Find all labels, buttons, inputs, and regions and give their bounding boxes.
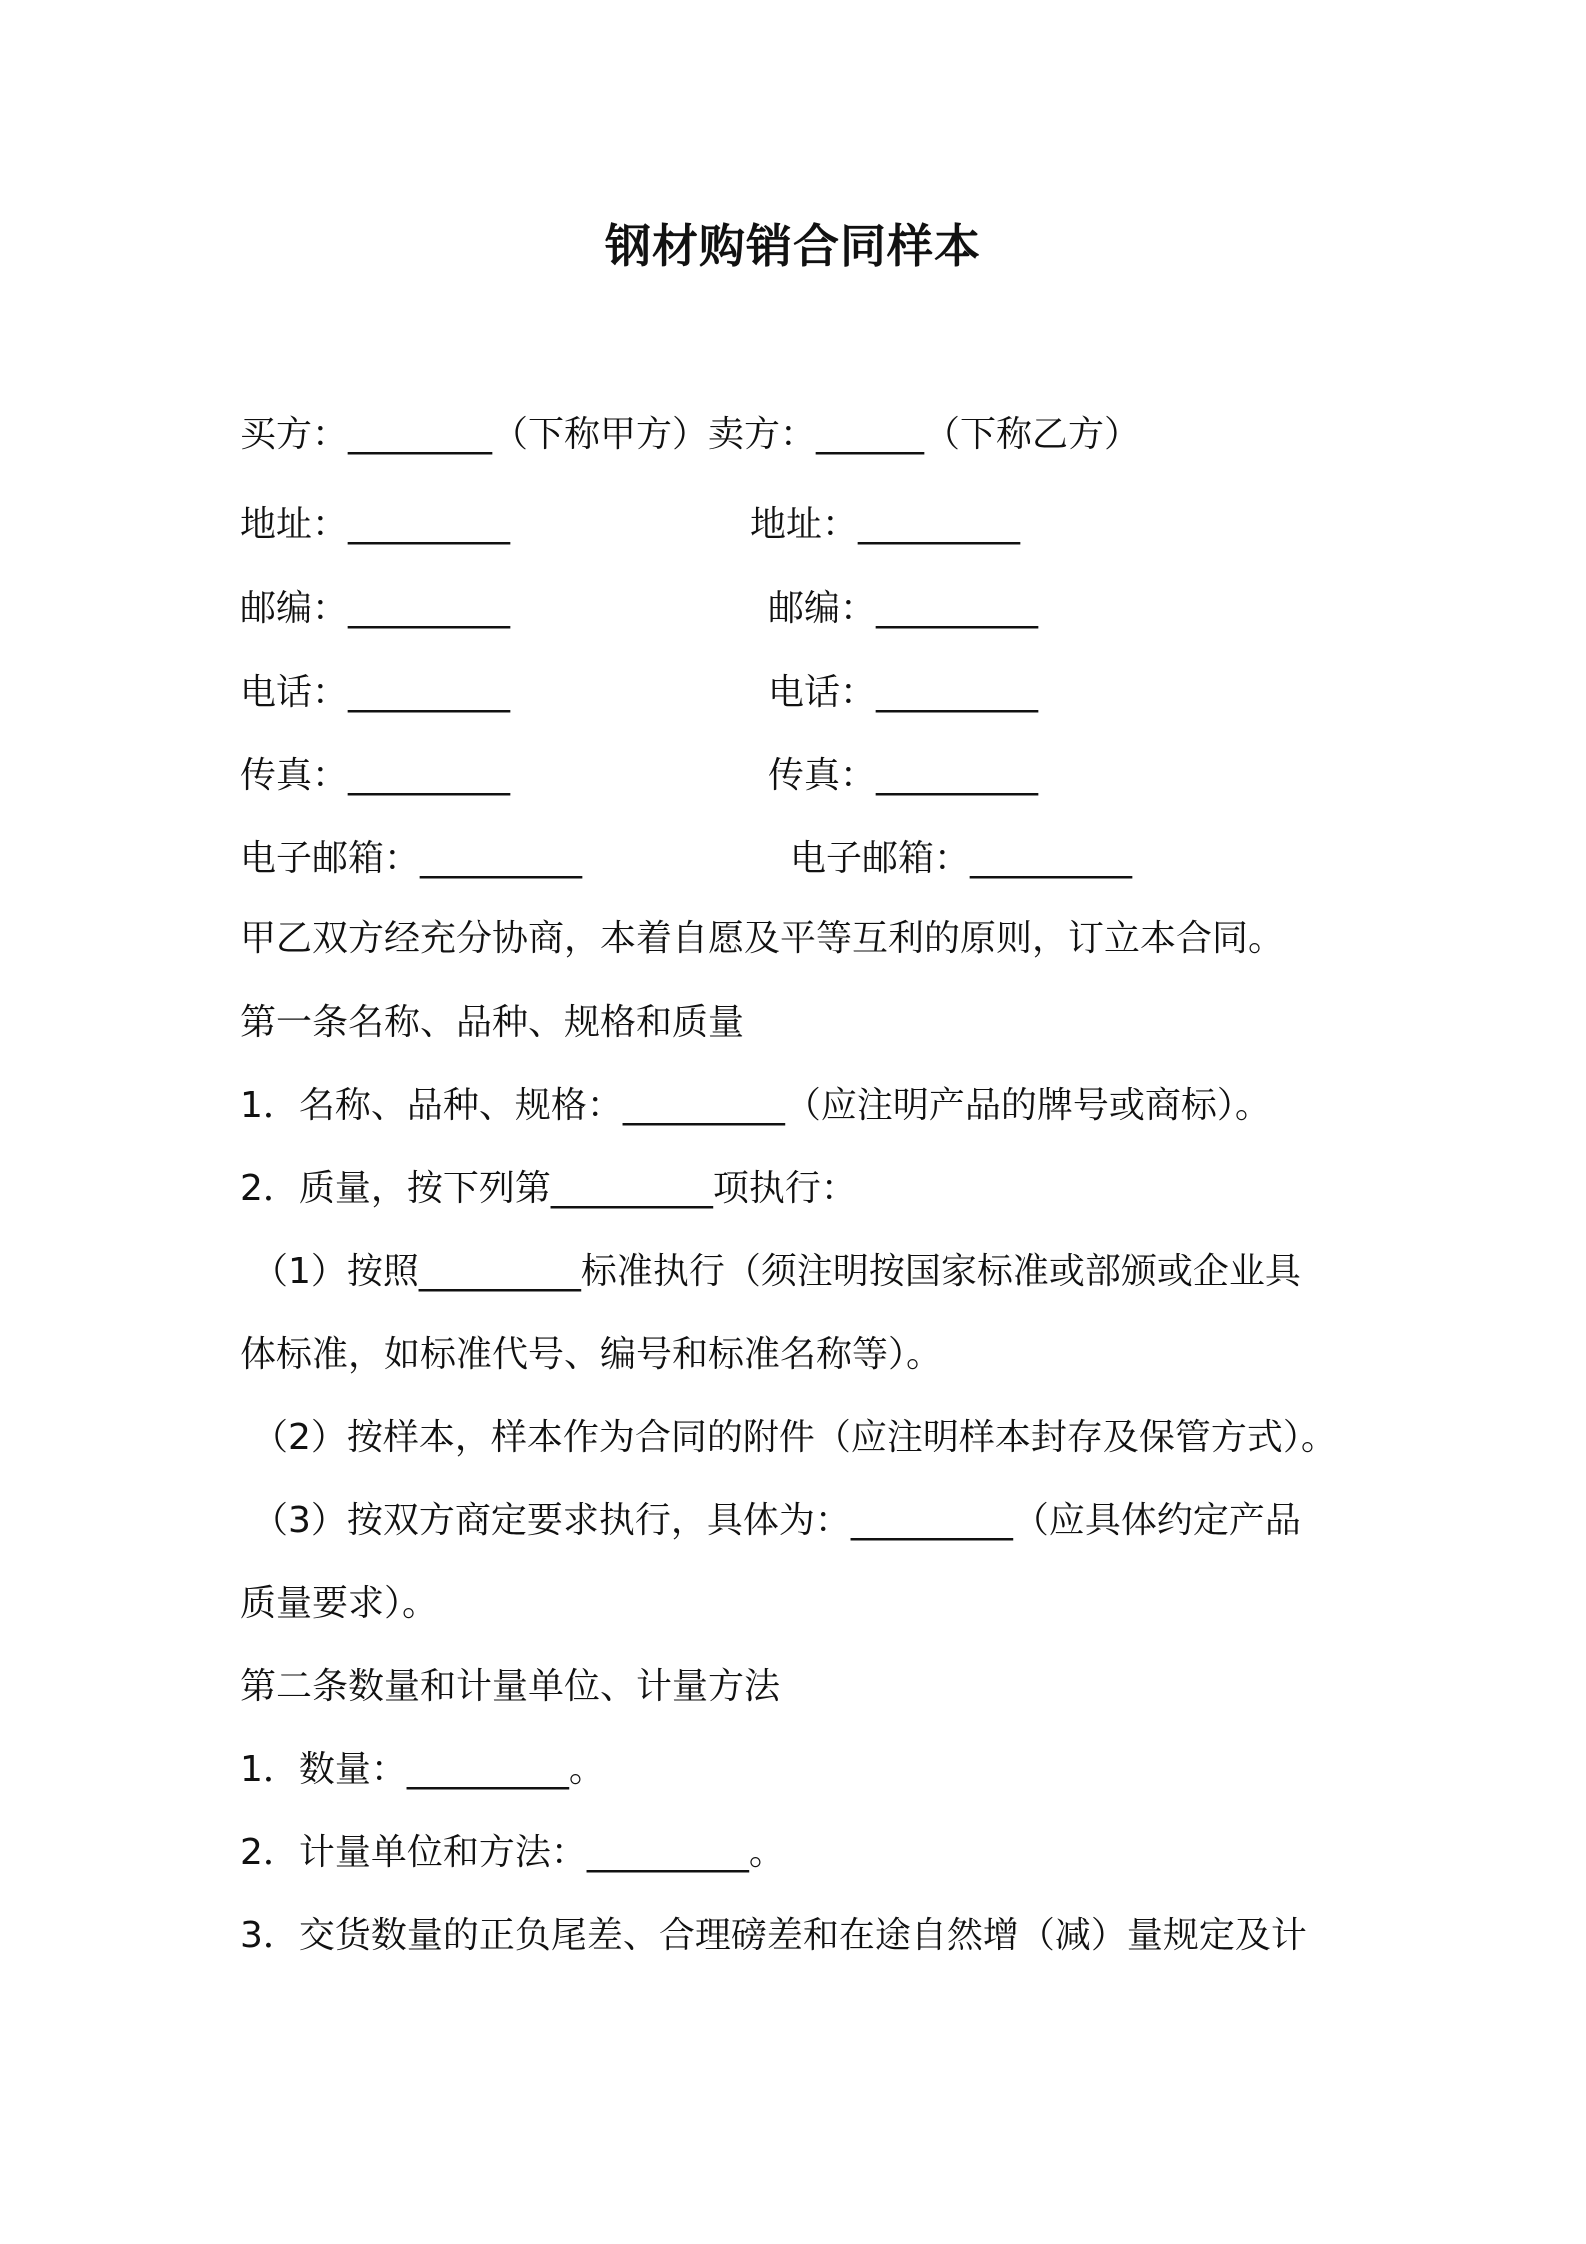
- address-right: [750, 500, 1020, 550]
- field-label: 电子邮箱：: [240, 838, 421, 879]
- article-1-option-1: （1）按照_________标准执行（须注明按国家标准或部颁或企业具: [252, 1251, 1301, 1292]
- field-label: 传真：: [240, 755, 349, 796]
- phone-left: [240, 668, 510, 718]
- fax-left: [240, 751, 510, 801]
- buyer-alias: （下称甲方）: [492, 414, 709, 455]
- email-left: [240, 834, 582, 884]
- field-label: 电子邮箱：: [790, 838, 971, 879]
- field-label: 邮编：: [240, 588, 349, 629]
- field-blank: _________: [970, 838, 1133, 879]
- postcode-left: [240, 584, 510, 634]
- buyer-label: 买方：: [240, 414, 349, 455]
- article-2-heading: 第二条数量和计量单位、计量方法: [240, 1666, 781, 1707]
- parties-line: [240, 410, 1140, 460]
- article-1-option-2: （2）按样本，样本作为合同的附件（应注明样本封存及保管方式）。: [252, 1417, 1337, 1458]
- article-2-item-3: 3．交货数量的正负尾差、合理磅差和在途自然增（减）量规定及计: [240, 1915, 1307, 1956]
- article-1-option-1-cont: 体标准，如标准代号、编号和标准名称等）。: [240, 1334, 943, 1375]
- phone-right: [768, 668, 1038, 718]
- address-left: [240, 500, 510, 550]
- document-title: 钢材购销合同样本: [605, 219, 981, 273]
- fax-right: [768, 751, 1038, 801]
- field-label: 地址：: [240, 504, 349, 545]
- field-blank: _________: [348, 672, 511, 713]
- field-blank: _________: [348, 755, 511, 796]
- field-blank: _________: [348, 588, 511, 629]
- article-2-item-2: 2．计量单位和方法：_________。: [240, 1832, 785, 1873]
- field-blank: _________: [420, 838, 583, 879]
- field-blank: _________: [876, 755, 1039, 796]
- article-2-item-1: 1．数量：_________。: [240, 1749, 605, 1790]
- field-blank: _________: [858, 504, 1021, 545]
- buyer-blank: ________: [348, 414, 493, 455]
- field-blank: _________: [876, 672, 1039, 713]
- postcode-right: [768, 584, 1038, 634]
- field-label: 传真：: [768, 755, 877, 796]
- seller-alias: （下称乙方）: [924, 414, 1141, 455]
- field-blank: _________: [348, 504, 511, 545]
- field-label: 电话：: [768, 672, 877, 713]
- seller-label: 卖方：: [708, 414, 817, 455]
- article-1-heading: 第一条名称、品种、规格和质量: [240, 1002, 745, 1043]
- intro-paragraph: 甲乙双方经充分协商，本着自愿及平等互利的原则，订立本合同。: [240, 918, 1285, 959]
- field-label: 邮编：: [768, 588, 877, 629]
- article-1-item-1: 1．名称、品种、规格：_________（应注明产品的牌号或商标）。: [240, 1085, 1271, 1126]
- article-1-item-2: 2．质量，按下列第_________项执行：: [240, 1168, 857, 1209]
- email-right: [790, 834, 1132, 884]
- field-label: 地址：: [750, 504, 859, 545]
- field-blank: _________: [876, 588, 1039, 629]
- article-1-option-3: （3）按双方商定要求执行，具体为：_________（应具体约定产品: [252, 1500, 1301, 1541]
- seller-blank: ______: [816, 414, 925, 455]
- field-label: 电话：: [240, 672, 349, 713]
- article-1-option-3-cont: 质量要求）。: [240, 1583, 439, 1624]
